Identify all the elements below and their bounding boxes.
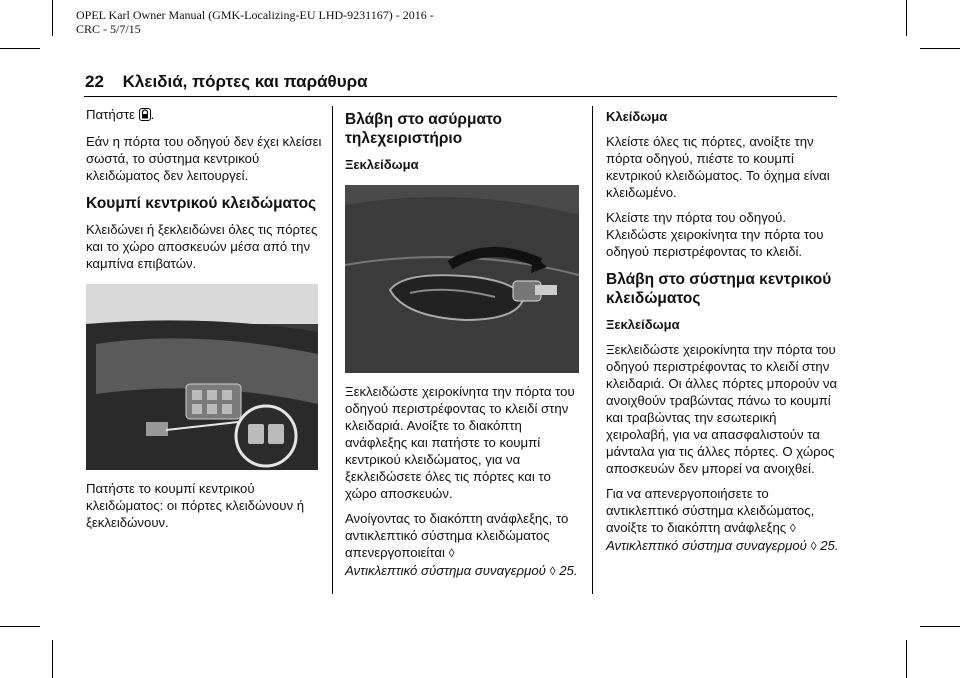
text: Ανοίγοντας το διακόπτη ανάφλεξης, το αντικλεπτικό σύστημα κλειδώματος απενεργοποιείται bbox=[345, 511, 569, 560]
column-divider bbox=[332, 106, 333, 594]
reference-arrow-icon: ◊ bbox=[448, 546, 455, 560]
meta-line-2: CRC - 5/7/15 bbox=[76, 22, 141, 36]
cross-reference-link[interactable]: Αντικλεπτικό σύστημα συναγερμού bbox=[345, 563, 546, 578]
text: . bbox=[150, 107, 155, 122]
press-lock-paragraph bbox=[86, 106, 322, 125]
crop-mark bbox=[906, 640, 907, 678]
paragraph: Ξεκλειδώστε χειροκίνητα την πόρτα του οδηγού περιστρέφοντας το κλειδί στην κλειδαριά. Οι άλλες πόρτες μπορούν να ανοιχθούν τραβώντας πάνω το κουμπί και τραβώντας την εσωτερική χειρολαβή, για να απασφαλιστούν τα μάνταλα για τις άλλες πόρτες. Ο χώρος αποσκευών δεν μπορεί να ανοιχθεί. bbox=[606, 342, 838, 476]
subsection-heading: Ξεκλείδωμα bbox=[345, 157, 419, 172]
cross-reference-link[interactable]: Αντικλεπτικό σύστημα συναγερμού bbox=[606, 538, 807, 553]
paragraph: Πατήστε το κουμπί κεντρικού κλειδώματος: οι πόρτες κλειδώνουν ή ξεκλειδώνουν. bbox=[86, 481, 305, 530]
paragraph-with-reference bbox=[345, 510, 581, 580]
paragraph: Εάν η πόρτα του οδηγού δεν έχει κλείσει σωστά, το σύστημα κεντρικού κλειδώματος δεν λειτουργεί. bbox=[86, 134, 322, 183]
paragraph-with-reference bbox=[606, 485, 842, 555]
crop-mark bbox=[920, 48, 960, 49]
section-heading: Κουμπί κεντρικού κλειδώματος bbox=[86, 195, 317, 212]
reference-arrow-icon: ◊ bbox=[789, 521, 796, 535]
meta-line-1: OPEL Karl Owner Manual (GMK-Localizing-EU LHD-9231167) - 2016 - bbox=[76, 8, 434, 22]
paragraph: Ξεκλειδώστε χειροκίνητα την πόρτα του οδηγού περιστρέφοντας το κλειδί στην κλειδαριά. Ανοίξτε το διακόπτη ανάφλεξης και πατήστε το κουμπί κεντρικού κλειδώματος, για να ξεκλειδώσετε όλες τις πόρτες και το χώρο αποσκευών. bbox=[345, 384, 575, 501]
page-title: Κλειδιά, πόρτες και παράθυρα bbox=[122, 72, 368, 91]
page-header bbox=[85, 72, 368, 92]
column-2 bbox=[345, 106, 581, 588]
lock-icon bbox=[139, 108, 151, 125]
paragraph: Κλείστε όλες τις πόρτες, ανοίξτε την πόρτα οδηγού, πιέστε το κουμπί κεντρικού κλειδώματος. Το όχημα είναι κλειδωμένο. bbox=[606, 134, 830, 200]
paragraph: Κλείστε την πόρτα του οδηγού. Κλειδώστε χειροκίνητα την πόρτα του οδηγού περιστρέφοντας το κλειδί. bbox=[606, 210, 824, 259]
crop-mark bbox=[920, 626, 960, 627]
reference-arrow-icon: ◊ bbox=[549, 564, 556, 578]
column-3 bbox=[606, 106, 842, 563]
crop-mark bbox=[52, 640, 53, 678]
column-divider bbox=[592, 106, 593, 594]
page-number: 22 bbox=[85, 72, 104, 91]
crop-mark bbox=[906, 0, 907, 36]
text: Για να απενεργοποιήσετε το αντικλεπτικό σύστημα κλειδώματος, ανοίξτε το διακόπτη ανάφλεξης bbox=[606, 486, 815, 535]
reference-arrow-icon: ◊ bbox=[810, 539, 817, 553]
text: Πατήστε bbox=[86, 107, 135, 122]
reference-page[interactable]: 25. bbox=[559, 563, 578, 578]
central-lock-button-figure bbox=[86, 284, 318, 470]
subsection-heading: Ξεκλείδωμα bbox=[606, 317, 680, 332]
crop-mark bbox=[0, 626, 40, 627]
crop-mark bbox=[52, 0, 53, 36]
column-1 bbox=[86, 106, 322, 539]
header-rule bbox=[84, 96, 837, 97]
door-handle-key-figure bbox=[345, 185, 579, 373]
section-heading: Βλάβη στο σύστημα κεντρικού κλειδώματος bbox=[606, 271, 832, 307]
section-heading: Βλάβη στο ασύρματο τηλεχειριστήριο bbox=[345, 111, 502, 147]
paragraph: Κλειδώνει ή ξεκλειδώνει όλες τις πόρτες και το χώρο αποσκευών μέσα από την καμπίνα επιβατών. bbox=[86, 222, 318, 271]
reference-page[interactable]: 25. bbox=[820, 538, 839, 553]
document-meta bbox=[76, 8, 434, 36]
crop-mark bbox=[0, 48, 40, 49]
subsection-heading: Κλείδωμα bbox=[606, 109, 668, 124]
